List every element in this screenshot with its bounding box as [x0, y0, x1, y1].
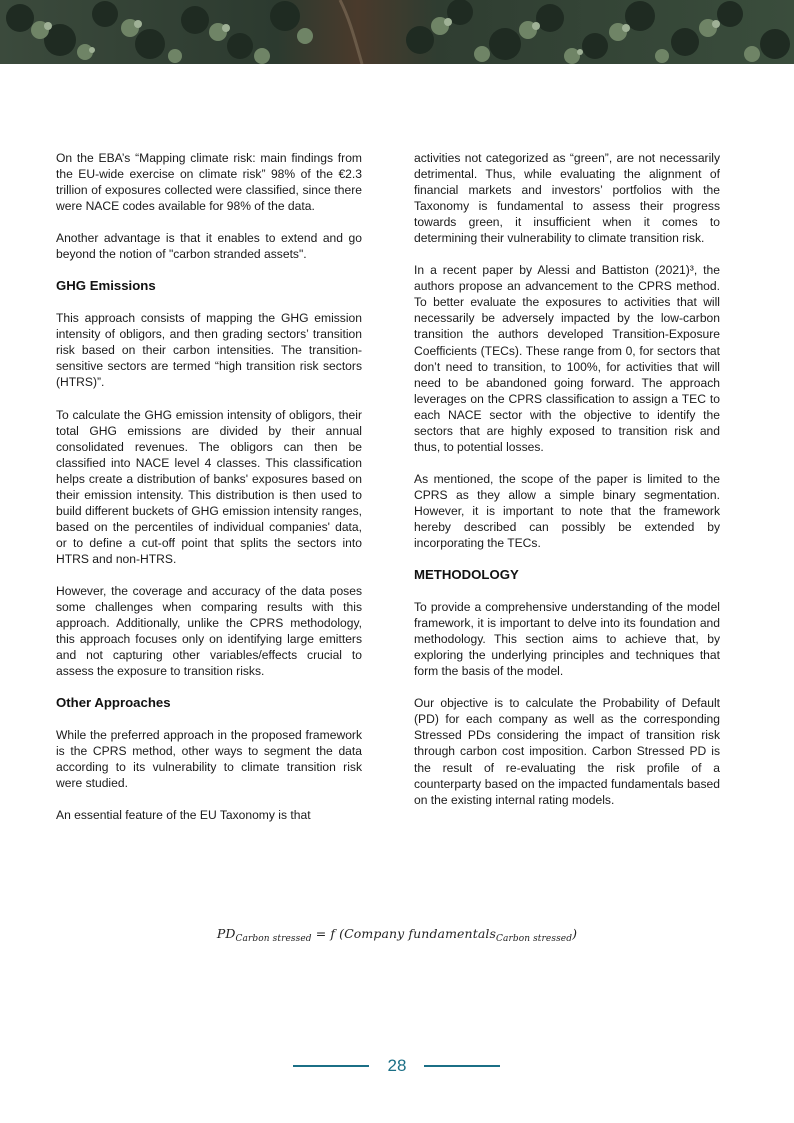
paragraph: However, the coverage and accuracy of the data poses some challenges when comparing results with this approach. Additionally, unlike the CPRS methodology, this approach focuses only on identifying large emitters and not capturing other variables/effects crucial to assess the exposure to transition risks.: [56, 583, 362, 679]
forest-header-image: [0, 0, 794, 64]
paragraph: Our objective is to calculate the Probability of Default (PD) for each company as well as the corresponding Stressed PDs considering the impact of transition risk through carbon cost imposition. Carbon Stressed PD is the result of re-evaluating the risk profile of a counterparty based on the impacted fundamentals based on the existing internal rating models.: [414, 696, 720, 807]
paragraph: An essential feature of the EU Taxonomy is that: [56, 808, 311, 823]
formula-close: ): [572, 926, 578, 941]
section-heading-methodology: METHODOLOGY: [414, 567, 519, 583]
formula-lhs: PD: [216, 926, 236, 941]
formula-middle: = f (Company fundamentals: [311, 926, 496, 941]
paragraph: This approach consists of mapping the GHG emission intensity of obligors, and then grading sectors’ transition risk based on their carbon intensities. The transition-sensitive sectors are termed “high transition risk sectors (HTRS)”.: [56, 311, 362, 390]
paragraph: On the EBA’s “Mapping climate risk: main findings from the EU-wide exercise on climate risk” 98% of the €2.3 trillion of exposures collected were classified, since there were NACE codes available for 98% of the data.: [56, 151, 362, 214]
right-text-column: [414, 150, 720, 824]
footer-divider-left: [293, 1065, 369, 1067]
paragraph: activities not categorized as “green”, are not necessarily detrimental. Thus, while evaluating the alignment of financial markets and investors’ portfolios with the Taxonomy is fundamental to assess their progress towards green, it insufficient when it comes to determining their vulnerability to climate transition risk.: [414, 151, 720, 246]
forest-aerial-photo: [0, 0, 794, 64]
section-heading-other-approaches: Other Approaches: [56, 695, 171, 711]
formula-rhs-subscript: Carbon stressed: [496, 934, 573, 944]
section-heading-ghg-emissions: GHG Emissions: [56, 278, 156, 294]
page-footer: [0, 1055, 794, 1077]
paragraph: As mentioned, the scope of the paper is limited to the CPRS as they allow a simple binary segmentation. However, it is important to note that the framework hereby described can possibly be extended by incorporating the TECs.: [414, 471, 720, 551]
paragraph: To calculate the GHG emission intensity of obligors, their total GHG emissions are divided by their annual consolidated revenues. The obligors can then be classified into NACE level 4 classes. This classification helps create a distribution of banks' exposures based on their emission intensity. This distribution is then used to build different buckets of GHG emission intensity ranges, based on the percentiles of individual companies' data, or to define a cut-off point that splits the sectors into HTRS and non-HTRS.: [56, 407, 362, 566]
paragraph: In a recent paper by Alessi and Battiston (2021)³, the authors propose an advancement to the CPRS method. To better evaluate the exposures to activities that will necessarily be adversely impacted by the low-carbon transition the authors developed Transition-Exposure Coefficients (TECs). These range from 0, for sectors that don’t need to transition, to 100%, for activities that will need to be abandoned going forward. The approach leverages on the CPRS classification to assign a TEC to each NACE sector with the objective to identify the sectors that are highly exposed to transition risk and thus, to potential losses.: [414, 263, 720, 454]
paragraph: To provide a comprehensive understanding of the model framework, it is important to delve into its foundation and methodology. This section aims to achieve that, by exploring the underlying principles and techniques that form the basis of the model.: [414, 600, 720, 679]
left-text-column: [56, 150, 362, 840]
pd-formula: [0, 926, 794, 944]
page-number: 28: [387, 1056, 407, 1075]
formula-lhs-subscript: Carbon stressed: [235, 934, 312, 944]
paragraph: Another advantage is that it enables to extend and go beyond the notion of "carbon stranded assets".: [56, 231, 362, 262]
paragraph: While the preferred approach in the proposed framework is the CPRS method, other ways to segment the data according to its vulnerability to climate transition risk were studied.: [56, 728, 362, 791]
footer-divider-right: [424, 1065, 500, 1067]
